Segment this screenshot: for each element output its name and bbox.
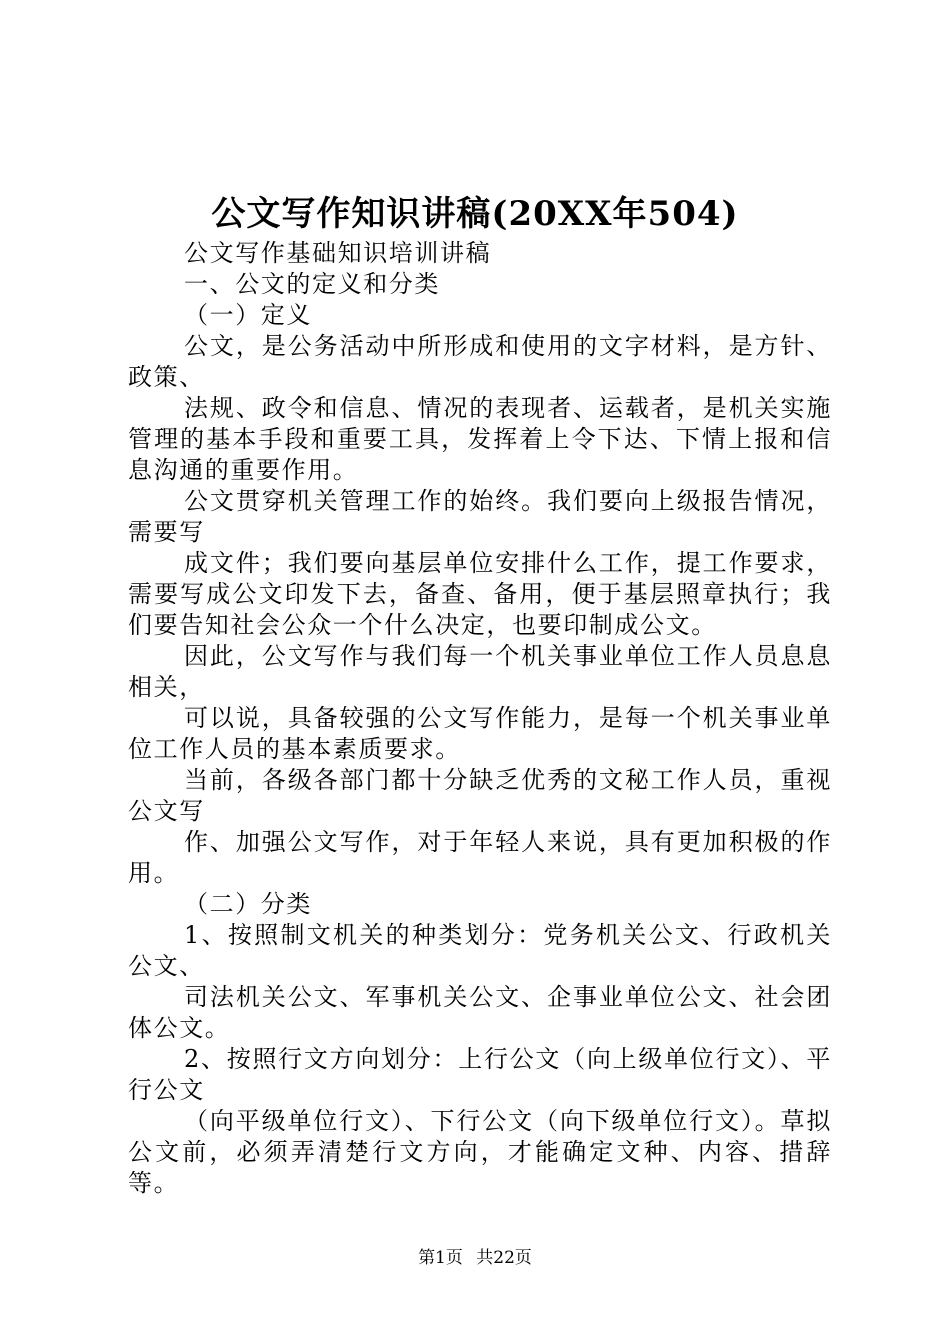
list-item: 2、按照行文方向划分：上行公文（向上级单位行文）、平行公文 [128, 1045, 832, 1104]
subsection-heading: （二）分类 [184, 890, 312, 918]
paragraph: （向平级单位行文）、下行公文（向下级单位行文）。草拟公文前，必须弄清楚行文方向，才能确定文种、内容、措辞等。 [128, 1107, 832, 1197]
paragraph: 因此，公文写作与我们每一个机关事业单位工作人员息息相关， [128, 642, 832, 701]
paragraph: 可以说，具备较强的公文写作能力，是每一个机关事业单位工作人员的基本素质要求。 [128, 704, 832, 763]
page-number: 第1页 [418, 1248, 463, 1268]
page-footer [0, 1243, 950, 1268]
list-item: 1、按照制文机关的种类划分：党务机关公文、行政机关公文、 [128, 921, 832, 980]
section-heading: 一、公文的定义和分类 [184, 270, 440, 298]
paragraph: 司法机关公文、军事机关公文、企事业单位公文、社会团体公文。 [128, 983, 832, 1042]
subsection-heading: （一）定义 [184, 301, 312, 329]
paragraph: 成文件；我们要向基层单位安排什么工作，提工作要求，需要写成公文印发下去，备查、备用，便于基层照章执行；我们要告知社会公众一个什么决定，也要印制成公文。 [128, 549, 832, 639]
paragraph: 公文，是公务活动中所形成和使用的文字材料，是方针、政策、 [128, 332, 832, 391]
paragraph: 公文贯穿机关管理工作的始终。我们要向上级报告情况，需要写 [128, 487, 832, 546]
document-title: 公文写作知识讲稿(20XX年504) [211, 194, 739, 234]
paragraph: 作、加强公文写作，对于年轻人来说，具有更加积极的作用。 [128, 828, 832, 887]
page-total: 共22页 [476, 1248, 532, 1268]
paragraph: 公文写作基础知识培训讲稿 [184, 239, 492, 267]
paragraph: 当前，各级各部门都十分缺乏优秀的文秘工作人员，重视公文写 [128, 766, 832, 825]
paragraph: 法规、政令和信息、情况的表现者、运载者，是机关实施管理的基本手段和重要工具，发挥着上令下达、下情上报和信息沟通的重要作用。 [128, 394, 832, 484]
document-body [128, 238, 832, 1199]
